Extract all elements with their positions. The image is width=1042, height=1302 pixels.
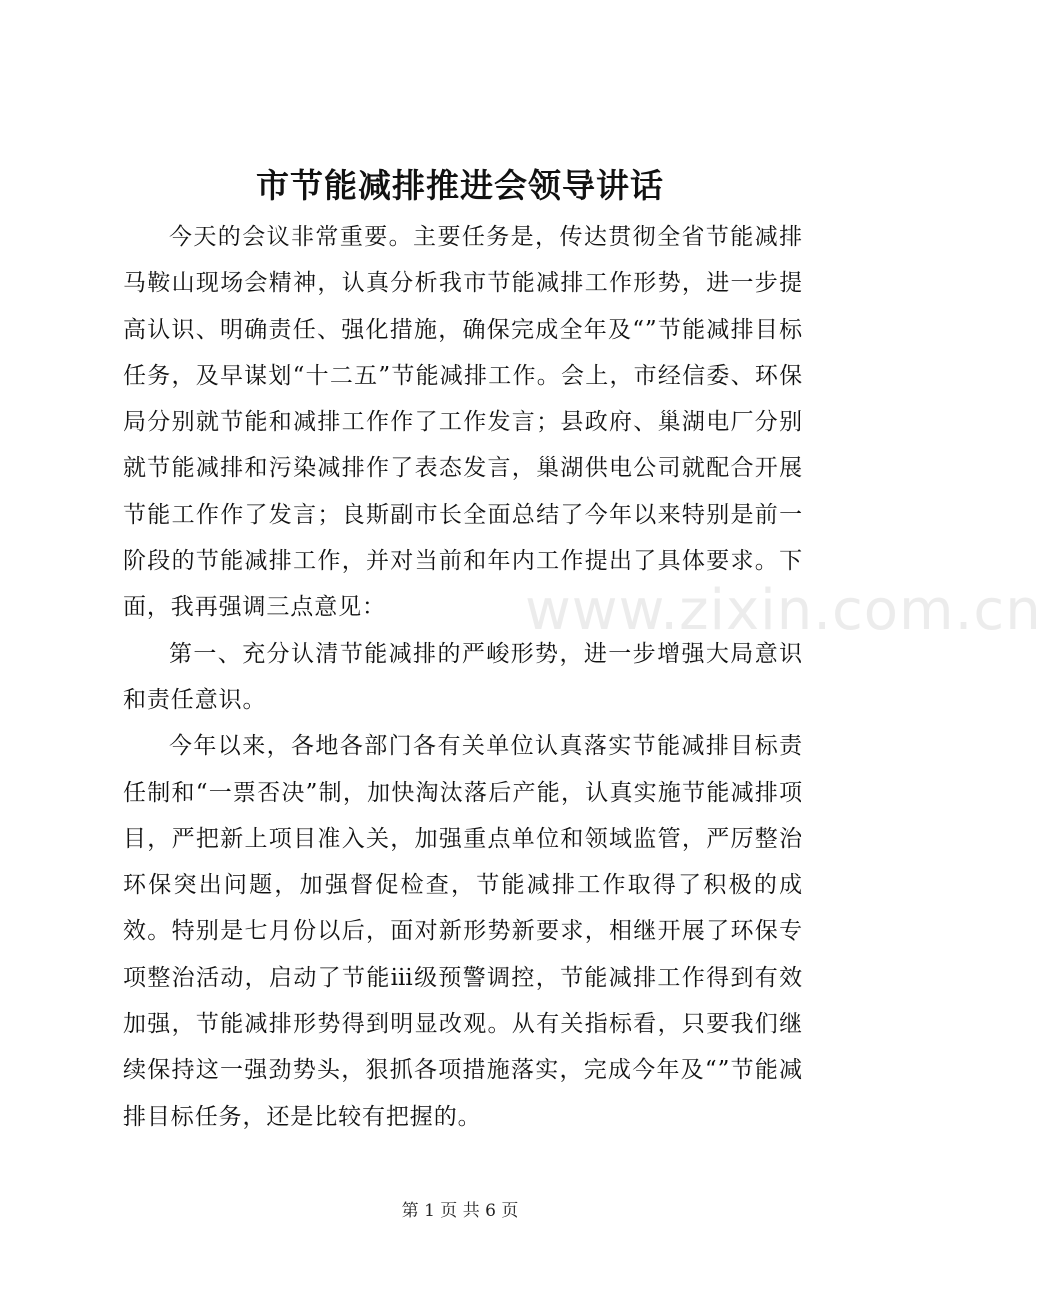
site-watermark: www.zixin.com.cn — [525, 578, 1042, 643]
document-body — [123, 214, 803, 1140]
paragraph-point-one-heading: 第一、充分认清节能减排的严峻形势，进一步增强大局意识和责任意识。 — [123, 640, 803, 713]
paragraph-intro: 今天的会议非常重要。主要任务是，传达贯彻全省节能减排马鞍山现场会精神，认真分析我市节能减排工作形势，进一步提高认识、明确责任、强化措施，确保完成全年及“”节能减排目标任务，及早谋划“十二五”节能减排工作。会上，市经信委、环保局分别就节能和减排工作作了工作发言；县政府、巢湖电厂分别就节能减排和污染减排作了表态发言，巢湖供电公司就配合开展节能工作作了发言；良斯副市长全面总结了今年以来特别是前一阶段的节能减排工作，并对当前和年内工作提出了具体要求。下面，我再强调三点意见： — [123, 224, 803, 621]
document-title: 市节能减排推进会领导讲话 — [256, 166, 664, 205]
paragraph-point-one-body: 今年以来，各地各部门各有关单位认真落实节能减排目标责任制和“一票否决”制，加快淘汰落后产能，认真实施节能减排项目，严把新上项目准入关，加强重点单位和领域监管，严厉整治环保突出问题，加强督促检查，节能减排工作取得了积极的成效。特别是七月份以后，面对新形势新要求，相继开展了环保专项整治活动，启动了节能ⅲ级预警调控，节能减排工作得到有效加强，节能减排形势得到明显改观。从有关指标看，只要我们继续保持这一强劲势头，狠抓各项措施落实，完成今年及“”节能减排目标任务，还是比较有把握的。 — [123, 733, 803, 1130]
page-number-footer: 第 1 页 共 6 页 — [401, 1201, 519, 1221]
